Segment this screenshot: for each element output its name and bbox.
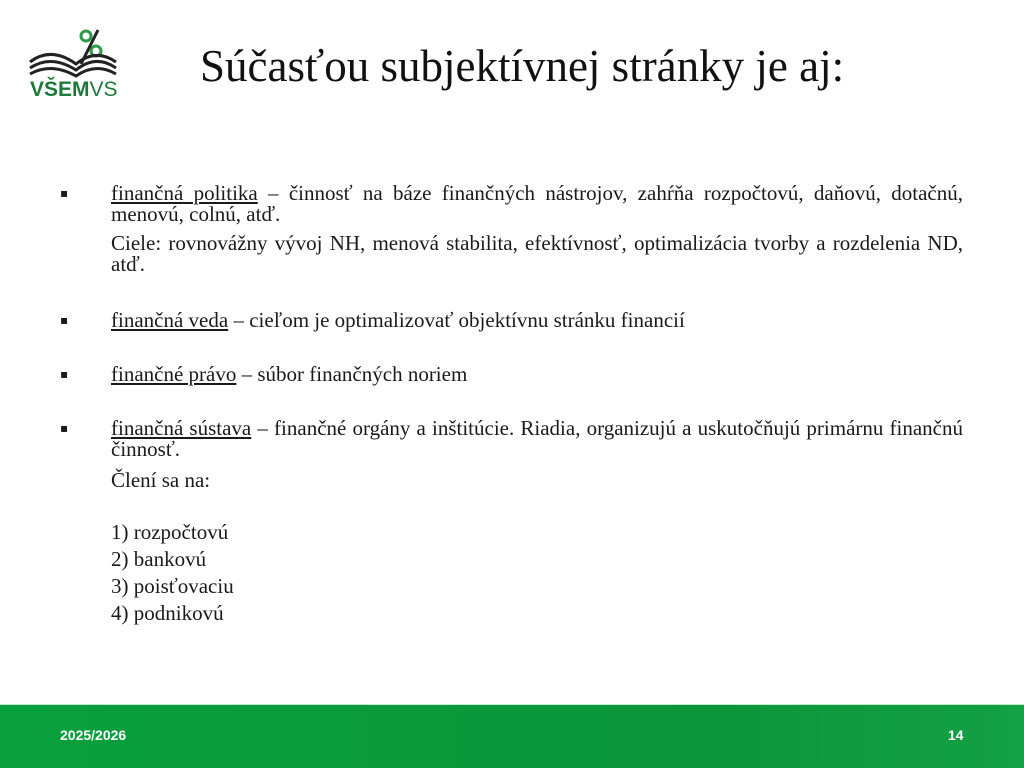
description: – súbor finančných noriem	[236, 362, 468, 386]
bullet-icon: ▪	[60, 186, 69, 200]
sublist-item: 4) podnikovú	[111, 601, 224, 625]
term: finančné právo	[111, 362, 237, 386]
item-note: Člení sa na:	[111, 468, 211, 492]
description: – činnosť na báze finančných nástrojov, zahŕňa rozpočtovú, daňovú, dotačnú, menovú, colnú, atď.	[111, 181, 964, 226]
logo-text	[30, 78, 118, 102]
item-financna-veda	[111, 310, 963, 331]
item-note: Ciele: rovnovážny vývoj NH, menová stabilita, efektívnosť, optimalizácia tvorby a rozdelenia ND, atď.	[111, 231, 963, 276]
item-financna-politika	[111, 183, 963, 225]
page-number: 14	[948, 727, 964, 743]
logo-text-bold: VŠEM	[30, 78, 90, 101]
bullet-icon: ▪	[60, 313, 69, 327]
footer-year: 2025/2026	[60, 727, 127, 743]
description: – finančné orgány a inštitúcie. Riadia, organizujú a uskutočňujú primárnu finančnú činnosť.	[111, 416, 963, 461]
sublist-item: 2) bankovú	[111, 547, 207, 571]
term: finančná sústava	[111, 416, 252, 440]
sublist-item: 1) rozpočtovú	[111, 520, 229, 544]
slide-title: Súčasťou subjektívnej stránky je aj:	[200, 41, 845, 91]
logo-text-light: VS	[89, 78, 118, 101]
item-financne-pravo	[111, 364, 963, 385]
description: – cieľom je optimalizovať objektívnu stránku financií	[228, 308, 685, 332]
footer-bar	[0, 704, 1024, 768]
term: finančná veda	[111, 308, 229, 332]
item-financna-sustava	[111, 418, 963, 460]
bullet-icon: ▪	[60, 421, 69, 435]
sublist-item: 3) poisťovaciu	[111, 574, 234, 598]
bullet-icon: ▪	[60, 367, 69, 381]
term: finančná politika	[111, 181, 258, 205]
